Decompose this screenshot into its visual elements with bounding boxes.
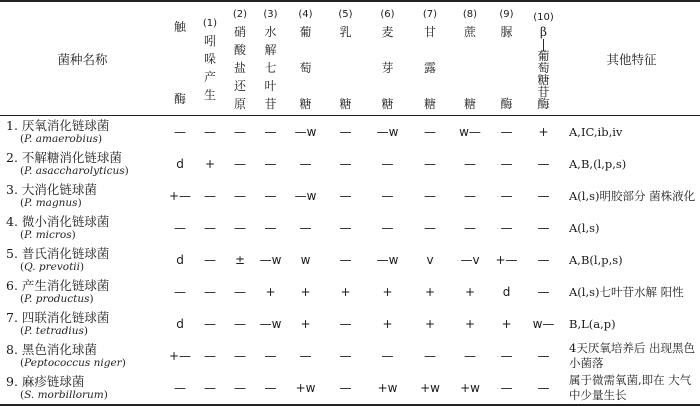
test-result-cell: w— bbox=[532, 317, 555, 331]
test-result-cell: — bbox=[381, 189, 394, 203]
column-label-char: | bbox=[541, 36, 546, 51]
test-result-cell: — bbox=[424, 125, 436, 139]
test-result-cell: + bbox=[424, 285, 436, 299]
column-label-char: 葡 bbox=[299, 24, 312, 39]
column-header-7 bbox=[409, 1, 451, 116]
test-result-cell: — bbox=[174, 381, 186, 395]
test-result-cell: +— bbox=[168, 189, 192, 203]
column-label-char: 葡 bbox=[537, 48, 550, 63]
test-result-cell: + bbox=[424, 317, 436, 331]
test-result-cell: w— bbox=[459, 125, 481, 139]
test-result-cell: — bbox=[537, 221, 550, 235]
column-label-char: 哚 bbox=[203, 51, 216, 66]
column-label-char: 糖 bbox=[537, 72, 550, 87]
other-features-cell: A,IC,ib,iv bbox=[569, 124, 623, 139]
column-label-char: 甘 bbox=[423, 24, 436, 39]
column-label bbox=[234, 23, 246, 113]
column-label-char: 糖 bbox=[423, 96, 436, 111]
test-result-cell: — bbox=[339, 381, 352, 395]
species-latin-name: (Q. prevotii) bbox=[20, 261, 85, 273]
latin-text: P. tetradius bbox=[24, 325, 84, 337]
test-result-cell: — bbox=[339, 221, 352, 235]
test-result-cell: — bbox=[339, 189, 352, 203]
test-result-cell: — bbox=[264, 157, 277, 171]
column-label-char: 触 bbox=[173, 19, 186, 34]
test-result-cell: +— bbox=[168, 349, 192, 363]
test-result-cell: —w bbox=[376, 253, 399, 267]
species-name-cell bbox=[0, 308, 165, 340]
test-result-cell: — bbox=[234, 381, 246, 395]
other-features-cell: A,B,(l,p,s) bbox=[569, 156, 627, 171]
other-features-cell: A(l,s)明胶部分 菌株液化 bbox=[569, 188, 696, 203]
test-result-cell: — bbox=[339, 349, 352, 363]
other-features-cell: A(l,s) bbox=[569, 220, 600, 235]
species-name-cell bbox=[0, 372, 165, 405]
test-result-cell: — bbox=[381, 349, 394, 363]
test-result-cell: w bbox=[300, 253, 311, 267]
table-row bbox=[0, 148, 700, 180]
latin-text: Peptococcus niger bbox=[24, 357, 122, 369]
column-label-char: 酶 bbox=[537, 96, 550, 111]
test-result-cell: +w bbox=[460, 381, 480, 395]
column-label bbox=[424, 23, 436, 113]
test-result-cell: — bbox=[464, 349, 476, 363]
test-result-cell: — bbox=[381, 221, 394, 235]
test-result-cell: —w bbox=[259, 253, 282, 267]
column-label-char: 乳 bbox=[339, 24, 352, 39]
test-result-cell: — bbox=[464, 221, 476, 235]
column-label-char: 酶 bbox=[173, 91, 186, 106]
test-result-cell: — bbox=[537, 349, 550, 363]
column-label-char: 硝 bbox=[233, 24, 246, 39]
test-result-cell: — bbox=[500, 349, 513, 363]
test-result-cell: — bbox=[424, 189, 436, 203]
test-result-cell: — bbox=[339, 253, 352, 267]
column-label-char: 盐 bbox=[233, 60, 246, 75]
table-row bbox=[0, 340, 700, 372]
test-result-cell: + bbox=[501, 317, 512, 331]
column-header-4 bbox=[286, 1, 325, 116]
column-header-8 bbox=[451, 1, 489, 116]
test-result-cell: — bbox=[204, 349, 216, 363]
test-result-cell: — bbox=[339, 317, 352, 331]
species-latin-name: (P. productus) bbox=[20, 293, 94, 305]
species-latin-name: (S. morbillorum) bbox=[20, 389, 108, 401]
test-result-cell: — bbox=[537, 157, 550, 171]
column-label-char: 生 bbox=[203, 87, 216, 102]
test-result-cell: — bbox=[234, 349, 246, 363]
column-header-10 bbox=[524, 1, 563, 116]
latin-text: P. productus bbox=[24, 293, 90, 305]
column-number: (5) bbox=[338, 8, 353, 20]
test-result-cell: — bbox=[234, 189, 246, 203]
test-result-cell: + bbox=[464, 285, 476, 299]
column-number: (6) bbox=[380, 8, 395, 20]
test-result-cell: — bbox=[500, 125, 513, 139]
species-chinese-name: 1. 厌氧消化链球菌 bbox=[6, 118, 110, 133]
test-result-cell: — bbox=[537, 285, 550, 299]
test-result-cell: — bbox=[537, 189, 550, 203]
table-row bbox=[0, 372, 700, 405]
test-result-cell: — bbox=[464, 157, 476, 171]
latin-text: P. micros bbox=[24, 229, 72, 241]
test-result-cell: d bbox=[502, 285, 511, 299]
table-row bbox=[0, 308, 700, 340]
column-label-char: 糖 bbox=[381, 96, 394, 111]
column-label-char: 叶 bbox=[264, 78, 277, 93]
test-result-cell: — bbox=[381, 157, 394, 171]
test-result-cell: — bbox=[174, 125, 186, 139]
test-result-cell: — bbox=[264, 221, 277, 235]
column-number: (7) bbox=[422, 8, 438, 20]
test-result-cell: — bbox=[339, 125, 352, 139]
table-row bbox=[0, 244, 700, 276]
test-result-cell: — bbox=[204, 285, 216, 299]
column-label-char: 糖 bbox=[463, 96, 476, 111]
test-result-cell: — bbox=[204, 253, 216, 267]
latin-text: P. amaerobius bbox=[24, 133, 98, 145]
column-label-char: 脲 bbox=[500, 24, 513, 39]
column-label-char: 麦 bbox=[381, 24, 394, 39]
column-label-char: 苷 bbox=[537, 84, 550, 99]
column-number: (2) bbox=[232, 8, 248, 20]
species-latin-name: (Peptococcus niger) bbox=[20, 357, 126, 369]
species-chinese-name: 7. 四联消化链球菌 bbox=[6, 310, 110, 325]
test-result-cell: ± bbox=[234, 253, 246, 267]
test-result-cell: — bbox=[204, 317, 216, 331]
column-label-char: 糖 bbox=[299, 96, 312, 111]
test-result-cell: +— bbox=[495, 253, 518, 267]
column-header-2 bbox=[225, 1, 255, 116]
other-features-cell: 4天厌氧培养后 出现黑色小菌落 bbox=[569, 341, 695, 370]
column-label bbox=[464, 23, 476, 113]
column-header-1 bbox=[195, 1, 225, 116]
test-result-cell: — bbox=[234, 221, 246, 235]
test-result-cell: —v bbox=[460, 253, 480, 267]
column-label bbox=[339, 23, 351, 113]
test-result-cell: —w bbox=[259, 317, 282, 331]
latin-text: P. asaccharolyticus bbox=[24, 165, 125, 177]
test-result-cell: — bbox=[500, 189, 513, 203]
species-name-cell bbox=[0, 340, 165, 372]
test-result-cell: — bbox=[234, 125, 246, 139]
column-label bbox=[381, 23, 393, 113]
column-label-char: 糖 bbox=[339, 96, 352, 111]
species-chinese-name: 9. 麻疹链球菌 bbox=[6, 374, 85, 389]
test-result-cell: — bbox=[537, 253, 550, 267]
species-name-cell bbox=[0, 180, 165, 212]
test-result-cell: + bbox=[382, 285, 393, 299]
test-result-cell: — bbox=[500, 221, 513, 235]
test-result-cell: — bbox=[174, 285, 186, 299]
column-label-char: 水 bbox=[264, 24, 277, 39]
column-header-6 bbox=[366, 1, 409, 116]
column-label-char: 酸 bbox=[233, 42, 246, 57]
test-result-cell: — bbox=[264, 189, 277, 203]
column-header-5 bbox=[325, 1, 366, 116]
test-result-cell: + bbox=[464, 317, 476, 331]
test-result-cell: d bbox=[176, 317, 184, 331]
species-name-cell bbox=[0, 212, 165, 244]
column-label-char: 蔗 bbox=[463, 24, 476, 39]
column-number: (1) bbox=[202, 17, 218, 29]
species-latin-name: (P. magnus) bbox=[20, 197, 82, 209]
species-chinese-name: 2. 不解糖消化链球菌 bbox=[6, 150, 122, 165]
test-result-cell: — bbox=[264, 381, 277, 395]
test-result-cell: — bbox=[264, 125, 277, 139]
table-row bbox=[0, 180, 700, 212]
species-name-header: 菌种名称 bbox=[57, 51, 108, 67]
table-row bbox=[0, 276, 700, 308]
column-header-3 bbox=[255, 1, 286, 116]
column-label-char: 七 bbox=[264, 60, 277, 75]
other-features-cell: B,L(a,p) bbox=[569, 316, 616, 331]
test-result-cell: + bbox=[538, 125, 549, 139]
other-features-cell: A,B(l,p,s) bbox=[569, 252, 623, 267]
species-latin-name: (P. tetradius) bbox=[20, 325, 88, 337]
latin-text: P. magnus bbox=[24, 197, 78, 209]
test-result-cell: + bbox=[300, 285, 311, 299]
column-label-char: 酶 bbox=[500, 96, 513, 111]
column-label bbox=[500, 23, 512, 113]
test-result-cell: — bbox=[264, 349, 277, 363]
test-result-cell: — bbox=[234, 157, 246, 171]
column-number: (9) bbox=[499, 8, 514, 20]
test-result-cell: +w bbox=[377, 381, 398, 395]
test-result-cell: — bbox=[174, 221, 186, 235]
species-name-cell bbox=[0, 148, 165, 180]
column-header-9 bbox=[489, 1, 524, 116]
species-latin-name: (P. micros) bbox=[20, 229, 76, 241]
test-result-cell: +w bbox=[420, 381, 440, 395]
latin-text: Q. prevotii bbox=[24, 261, 81, 273]
test-result-cell: — bbox=[299, 157, 312, 171]
test-result-cell: — bbox=[234, 285, 246, 299]
test-result-cell: — bbox=[500, 157, 513, 171]
column-label-char: 萄 bbox=[299, 60, 312, 75]
species-chinese-name: 3. 大消化链球菌 bbox=[6, 182, 97, 197]
species-name-cell bbox=[0, 276, 165, 308]
column-label-char: 萄 bbox=[537, 60, 550, 75]
column-label bbox=[204, 32, 216, 104]
column-label-char: 解 bbox=[264, 42, 277, 57]
species-latin-name: (P. asaccharolyticus) bbox=[20, 165, 129, 177]
test-result-cell: — bbox=[500, 381, 513, 395]
column-label-char: 产 bbox=[203, 69, 216, 84]
column-label-char: 原 bbox=[233, 96, 246, 111]
column-label-char: 吲 bbox=[203, 33, 216, 48]
test-result-cell: + bbox=[382, 317, 393, 331]
test-result-cell: v bbox=[426, 253, 434, 267]
other-features-cell: A(l,s)七叶苷水解 阳性 bbox=[569, 284, 684, 299]
test-result-cell: — bbox=[424, 157, 436, 171]
test-result-cell: — bbox=[537, 381, 550, 395]
test-result-cell: d bbox=[176, 253, 184, 267]
column-label-char: 露 bbox=[423, 60, 436, 75]
species-chinese-name: 6. 产生消化链球菌 bbox=[6, 278, 110, 293]
table-row bbox=[0, 116, 700, 149]
other-features-header: 其他特征 bbox=[606, 51, 657, 67]
column-label bbox=[264, 23, 276, 113]
test-result-cell: — bbox=[204, 221, 216, 235]
test-result-cell: — bbox=[204, 125, 216, 139]
column-label-char: β bbox=[540, 24, 547, 39]
column-number: (10) bbox=[533, 11, 554, 23]
species-latin-name: (P. amaerobius) bbox=[20, 133, 103, 145]
test-result-cell: — bbox=[464, 189, 476, 203]
test-result-cell: + bbox=[265, 285, 276, 299]
column-number: (4) bbox=[298, 8, 313, 20]
species-chinese-name: 4. 微小消化链球菌 bbox=[6, 214, 110, 229]
test-result-cell: + bbox=[340, 285, 351, 299]
table-body bbox=[0, 116, 700, 406]
test-result-cell: — bbox=[424, 349, 436, 363]
test-result-cell: — bbox=[424, 221, 436, 235]
latin-text: S. morbillorum bbox=[24, 389, 104, 401]
test-result-cell: — bbox=[234, 317, 246, 331]
column-label bbox=[174, 18, 186, 108]
test-result-cell: + bbox=[204, 157, 216, 171]
table-header-row bbox=[0, 1, 700, 116]
test-result-cell: —w bbox=[376, 125, 399, 139]
column-label-char: 还 bbox=[233, 78, 246, 93]
test-result-cell: —w bbox=[294, 125, 317, 139]
test-result-cell: — bbox=[339, 157, 352, 171]
other-features-cell: 属于微需氧菌,即在 大气中少量生长 bbox=[569, 373, 692, 402]
species-chinese-name: 8. 黑色消化球菌 bbox=[6, 342, 97, 357]
species-name-cell bbox=[0, 244, 165, 276]
column-label bbox=[537, 26, 549, 110]
test-result-cell: + bbox=[300, 317, 311, 331]
test-result-cell: — bbox=[299, 349, 312, 363]
test-result-cell: — bbox=[299, 221, 312, 235]
species-chinese-name: 5. 普氏消化链球菌 bbox=[6, 246, 110, 261]
test-result-cell: d bbox=[176, 157, 184, 171]
column-label-char: 芽 bbox=[381, 60, 394, 75]
column-number: (3) bbox=[263, 8, 278, 20]
column-header-0 bbox=[165, 1, 195, 116]
table-row bbox=[0, 212, 700, 244]
column-label bbox=[299, 23, 311, 113]
column-label-char: 苷 bbox=[264, 96, 277, 111]
test-result-cell: — bbox=[204, 189, 216, 203]
test-result-cell: — bbox=[204, 381, 216, 395]
test-result-cell: +w bbox=[295, 381, 316, 395]
test-result-cell: —w bbox=[294, 189, 317, 203]
column-number: (8) bbox=[462, 8, 478, 20]
species-name-cell bbox=[0, 116, 165, 149]
